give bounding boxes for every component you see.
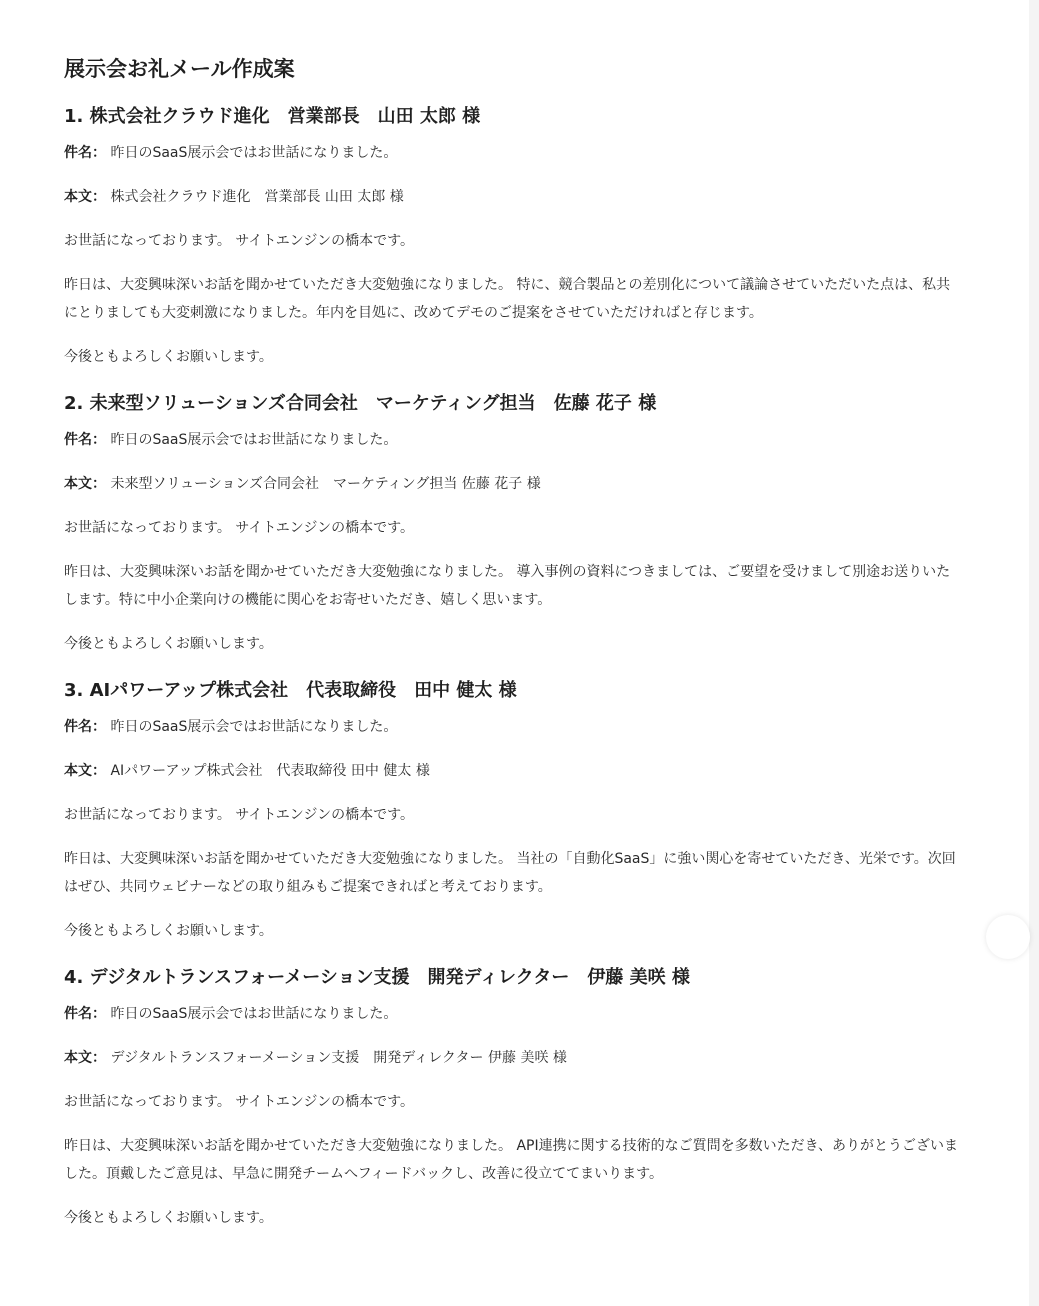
greeting-text: お世話になっております。 サイトエンジンの橋本です。 [64,1094,414,1110]
subject-text: 昨日のSaaS展示会ではお世話になりました。 [110,145,398,161]
body-label: 本文： [64,476,106,492]
email-draft-2 [64,391,964,658]
subject-label: 件名： [64,145,106,161]
body-text: 昨日は、大変興味深いお話を聞かせていただき大変勉強になりました。 API連携に関する技術的なご質問を多数いただき、ありがとうございました。頂戴したご意見は、早急に開発チームへフィードバックし、改善に役立ててまいります。 [64,1138,959,1182]
scrollbar-track[interactable] [1029,0,1039,1306]
body-addressee-line [64,470,964,498]
subject-line [64,1000,964,1028]
subject-label: 件名： [64,719,106,735]
greeting-text: お世話になっております。 サイトエンジンの橋本です。 [64,233,414,249]
body-text: 昨日は、大変興味深いお話を聞かせていただき大変勉強になりました。 当社の「自動化SaaS」に強い関心を寄せていただき、光栄です。次回はぜひ、共同ウェビナーなどの取り組みもご提案できればと考えております。 [64,851,956,895]
email-draft-3 [64,678,964,945]
greeting-text: お世話になっております。 サイトエンジンの橋本です。 [64,520,414,536]
body-addressee-line [64,1044,964,1072]
body-addressee-line [64,183,964,211]
closing-text: 今後ともよろしくお願いします。 [64,636,273,652]
body-addressee-line [64,757,964,785]
subject-text: 昨日のSaaS展示会ではお世話になりました。 [110,432,398,448]
page-title: 展示会お礼メール作成案 [64,57,295,81]
subject-line [64,426,964,454]
addressee-text: 株式会社クラウド進化 営業部長 山田 太郎 様 [110,189,404,205]
email-draft-1 [64,104,964,371]
addressee-text: 未来型ソリューションズ合同会社 マーケティング担当 佐藤 花子 様 [110,476,541,492]
body-label: 本文： [64,189,106,205]
email-draft-4 [64,965,964,1232]
email-heading: 3. AIパワーアップ株式会社 代表取締役 田中 健太 様 [64,680,517,701]
closing-text: 今後ともよろしくお願いします。 [64,1210,273,1226]
greeting-text: お世話になっております。 サイトエンジンの橋本です。 [64,807,414,823]
subject-text: 昨日のSaaS展示会ではお世話になりました。 [110,719,398,735]
subject-line [64,713,964,741]
addressee-text: AIパワーアップ株式会社 代表取締役 田中 健太 様 [110,763,430,779]
email-heading: 1. 株式会社クラウド進化 営業部長 山田 太郎 様 [64,106,481,127]
addressee-text: デジタルトランスフォーメーション支援 開発ディレクター 伊藤 美咲 様 [110,1050,567,1066]
closing-text: 今後ともよろしくお願いします。 [64,349,273,365]
email-heading: 2. 未来型ソリューションズ合同会社 マーケティング担当 佐藤 花子 様 [64,393,657,414]
body-text: 昨日は、大変興味深いお話を聞かせていただき大変勉強になりました。 特に、競合製品との差別化について議論させていただいた点は、私共にとりましても大変刺激になりました。年内を目処に、改めてデモのご提案をさせていただければと存じます。 [64,277,951,321]
subject-label: 件名： [64,432,106,448]
email-heading: 4. デジタルトランスフォーメーション支援 開発ディレクター 伊藤 美咲 様 [64,967,690,988]
subject-text: 昨日のSaaS展示会ではお世話になりました。 [110,1006,398,1022]
subject-label: 件名： [64,1006,106,1022]
body-label: 本文： [64,1050,106,1066]
body-label: 本文： [64,763,106,779]
closing-text: 今後ともよろしくお願いします。 [64,923,273,939]
floating-action-button[interactable] [986,915,1030,959]
document-content [64,54,964,1252]
subject-line [64,139,964,167]
body-text: 昨日は、大変興味深いお話を聞かせていただき大変勉強になりました。 導入事例の資料につきましては、ご要望を受けまして別途お送りいたします。特に中小企業向けの機能に関心をお寄せいただき、嬉しく思います。 [64,564,951,608]
